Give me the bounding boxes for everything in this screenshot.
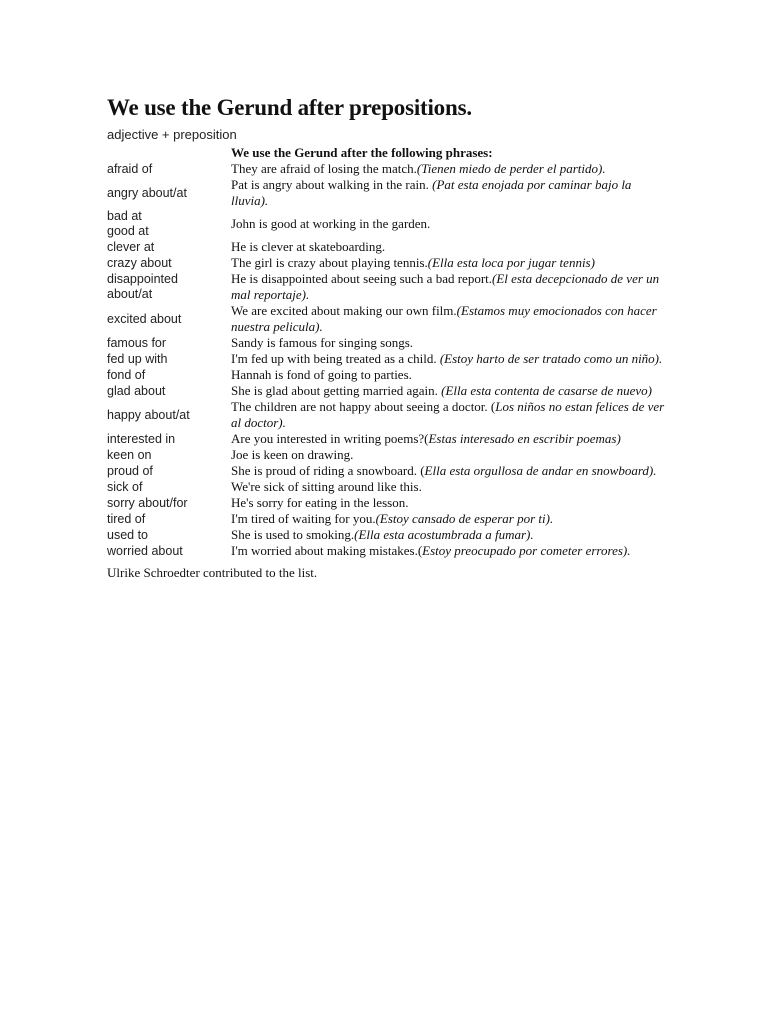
spanish-translation: Estas interesado en escribir poemas) xyxy=(428,431,621,446)
example-sentence: She is used to smoking. xyxy=(231,527,355,542)
phrase-cell: worried about xyxy=(107,543,183,558)
table-row xyxy=(107,161,667,177)
table-row xyxy=(107,209,667,239)
spanish-translation: Ella esta orgullosa de andar en snowboard). xyxy=(424,463,657,478)
phrase-cell: sorry about/for xyxy=(107,495,188,510)
example-cell xyxy=(231,161,667,177)
table-row xyxy=(107,511,667,527)
example-sentence: Joe is keen on drawing. xyxy=(231,447,354,462)
example-sentence: She is glad about getting married again. xyxy=(231,383,438,398)
phrase-cell: sick of xyxy=(107,479,143,494)
table-row xyxy=(107,527,667,543)
contributor-credit: Ulrike Schroedter contributed to the list. xyxy=(107,565,318,580)
phrase-cell: interested in xyxy=(107,431,176,446)
phrase-line: bad at xyxy=(107,209,142,223)
example-sentence: I'm fed up with being treated as a child. xyxy=(231,351,437,366)
example-sentence: He's sorry for eating in the lesson. xyxy=(231,495,409,510)
example-cell xyxy=(231,303,667,335)
example-cell xyxy=(231,463,667,479)
example-cell xyxy=(231,209,667,239)
phrase-cell: angry about/at xyxy=(107,185,187,200)
table-row xyxy=(107,177,667,209)
phrase-cell: afraid of xyxy=(107,161,153,176)
example-cell xyxy=(231,479,667,495)
example-cell xyxy=(231,177,667,209)
example-sentence: The children are not happy about seeing a doctor. ( xyxy=(231,399,496,414)
example-sentence: We're sick of sitting around like this. xyxy=(231,479,422,494)
phrase-line: about/at xyxy=(107,287,153,301)
example-sentence: Sandy is famous for singing songs. xyxy=(231,335,413,350)
table-row xyxy=(107,239,667,255)
phrase-cell xyxy=(107,209,231,239)
example-cell xyxy=(231,495,667,511)
page-subtitle: adjective + preposition xyxy=(107,127,237,142)
example-sentence: I'm tired of waiting for you. xyxy=(231,511,376,526)
example-sentence: Pat is angry about walking in the rain. xyxy=(231,177,429,192)
phrase-line: good at xyxy=(107,224,149,238)
spanish-translation: (Ella esta contenta de casarse de nuevo) xyxy=(437,383,652,398)
page-title: We use the Gerund after prepositions. xyxy=(107,95,472,120)
example-cell xyxy=(231,255,667,271)
example-cell xyxy=(231,447,667,463)
phrase-line: disappointed xyxy=(107,272,178,286)
phrase-cell: clever at xyxy=(107,239,155,254)
spanish-translation: (El esta decepcionado de ver un mal reportaje). xyxy=(231,271,660,302)
table-row xyxy=(107,367,667,383)
example-cell xyxy=(231,239,667,255)
table-row xyxy=(107,495,667,511)
phrase-cell: happy about/at xyxy=(107,407,190,422)
phrase-cell: famous for xyxy=(107,335,167,350)
example-sentence: Are you interested in writing poems?( xyxy=(231,431,429,446)
example-sentence: He is disappointed about seeing such a bad report. xyxy=(231,271,493,286)
phrase-cell: fond of xyxy=(107,367,146,382)
spanish-translation: (Estoy cansado de esperar por ti). xyxy=(375,511,554,526)
table-header-row xyxy=(107,145,667,161)
example-cell xyxy=(231,543,667,559)
example-sentence: He is clever at skateboarding. xyxy=(231,239,386,254)
phrase-cell: proud of xyxy=(107,463,153,478)
table-row xyxy=(107,447,667,463)
spanish-translation: Los niños no estan felices de ver al doctor). xyxy=(231,399,665,430)
phrase-cell xyxy=(107,271,231,303)
example-sentence: They are afraid of losing the match. xyxy=(231,161,417,176)
table-row xyxy=(107,383,667,399)
table-row xyxy=(107,303,667,335)
example-sentence: I'm worried about making mistakes.( xyxy=(231,543,423,558)
example-cell xyxy=(231,431,667,447)
phrase-cell: keen on xyxy=(107,447,152,462)
example-cell xyxy=(231,367,667,383)
example-cell xyxy=(231,399,667,431)
spanish-translation: (Estamos muy emocionados con hacer nuestra pelicula). xyxy=(231,303,657,334)
example-cell xyxy=(231,511,667,527)
table-heading: We use the Gerund after the following phrases: xyxy=(231,145,493,160)
example-sentence: We are excited about making our own film. xyxy=(231,303,457,318)
table-row xyxy=(107,463,667,479)
spanish-translation: (Tienen miedo de perder el partido). xyxy=(416,161,606,176)
spanish-translation: Estoy preocupado por cometer errores). xyxy=(422,543,631,558)
table-row xyxy=(107,335,667,351)
gerund-phrase-table xyxy=(107,145,667,559)
spanish-translation: (Ella esta acostumbrada a fumar). xyxy=(354,527,534,542)
table-row xyxy=(107,431,667,447)
phrase-cell: glad about xyxy=(107,383,166,398)
document-page xyxy=(107,94,667,581)
example-cell xyxy=(231,351,667,367)
table-row xyxy=(107,479,667,495)
example-sentence: John is good at working in the garden. xyxy=(231,216,431,231)
spanish-translation: (Estoy harto de ser tratado como un niño). xyxy=(436,351,663,366)
example-cell xyxy=(231,335,667,351)
header-empty-cell xyxy=(107,145,231,161)
example-cell xyxy=(231,527,667,543)
phrase-cell: fed up with xyxy=(107,351,168,366)
example-sentence: Hannah is fond of going to parties. xyxy=(231,367,412,382)
table-row xyxy=(107,399,667,431)
phrase-cell: tired of xyxy=(107,511,146,526)
phrase-cell: crazy about xyxy=(107,255,172,270)
phrase-cell: used to xyxy=(107,527,149,542)
example-cell xyxy=(231,271,667,303)
phrase-cell: excited about xyxy=(107,311,182,326)
table-row xyxy=(107,271,667,303)
example-sentence: She is proud of riding a snowboard. ( xyxy=(231,463,425,478)
example-sentence: The girl is crazy about playing tennis. xyxy=(231,255,428,270)
spanish-translation: (Ella esta loca por jugar tennis) xyxy=(427,255,595,270)
example-cell xyxy=(231,383,667,399)
table-row xyxy=(107,255,667,271)
spanish-translation: (Pat esta enojada por caminar bajo la lluvia). xyxy=(231,177,632,208)
table-row xyxy=(107,543,667,559)
table-row xyxy=(107,351,667,367)
